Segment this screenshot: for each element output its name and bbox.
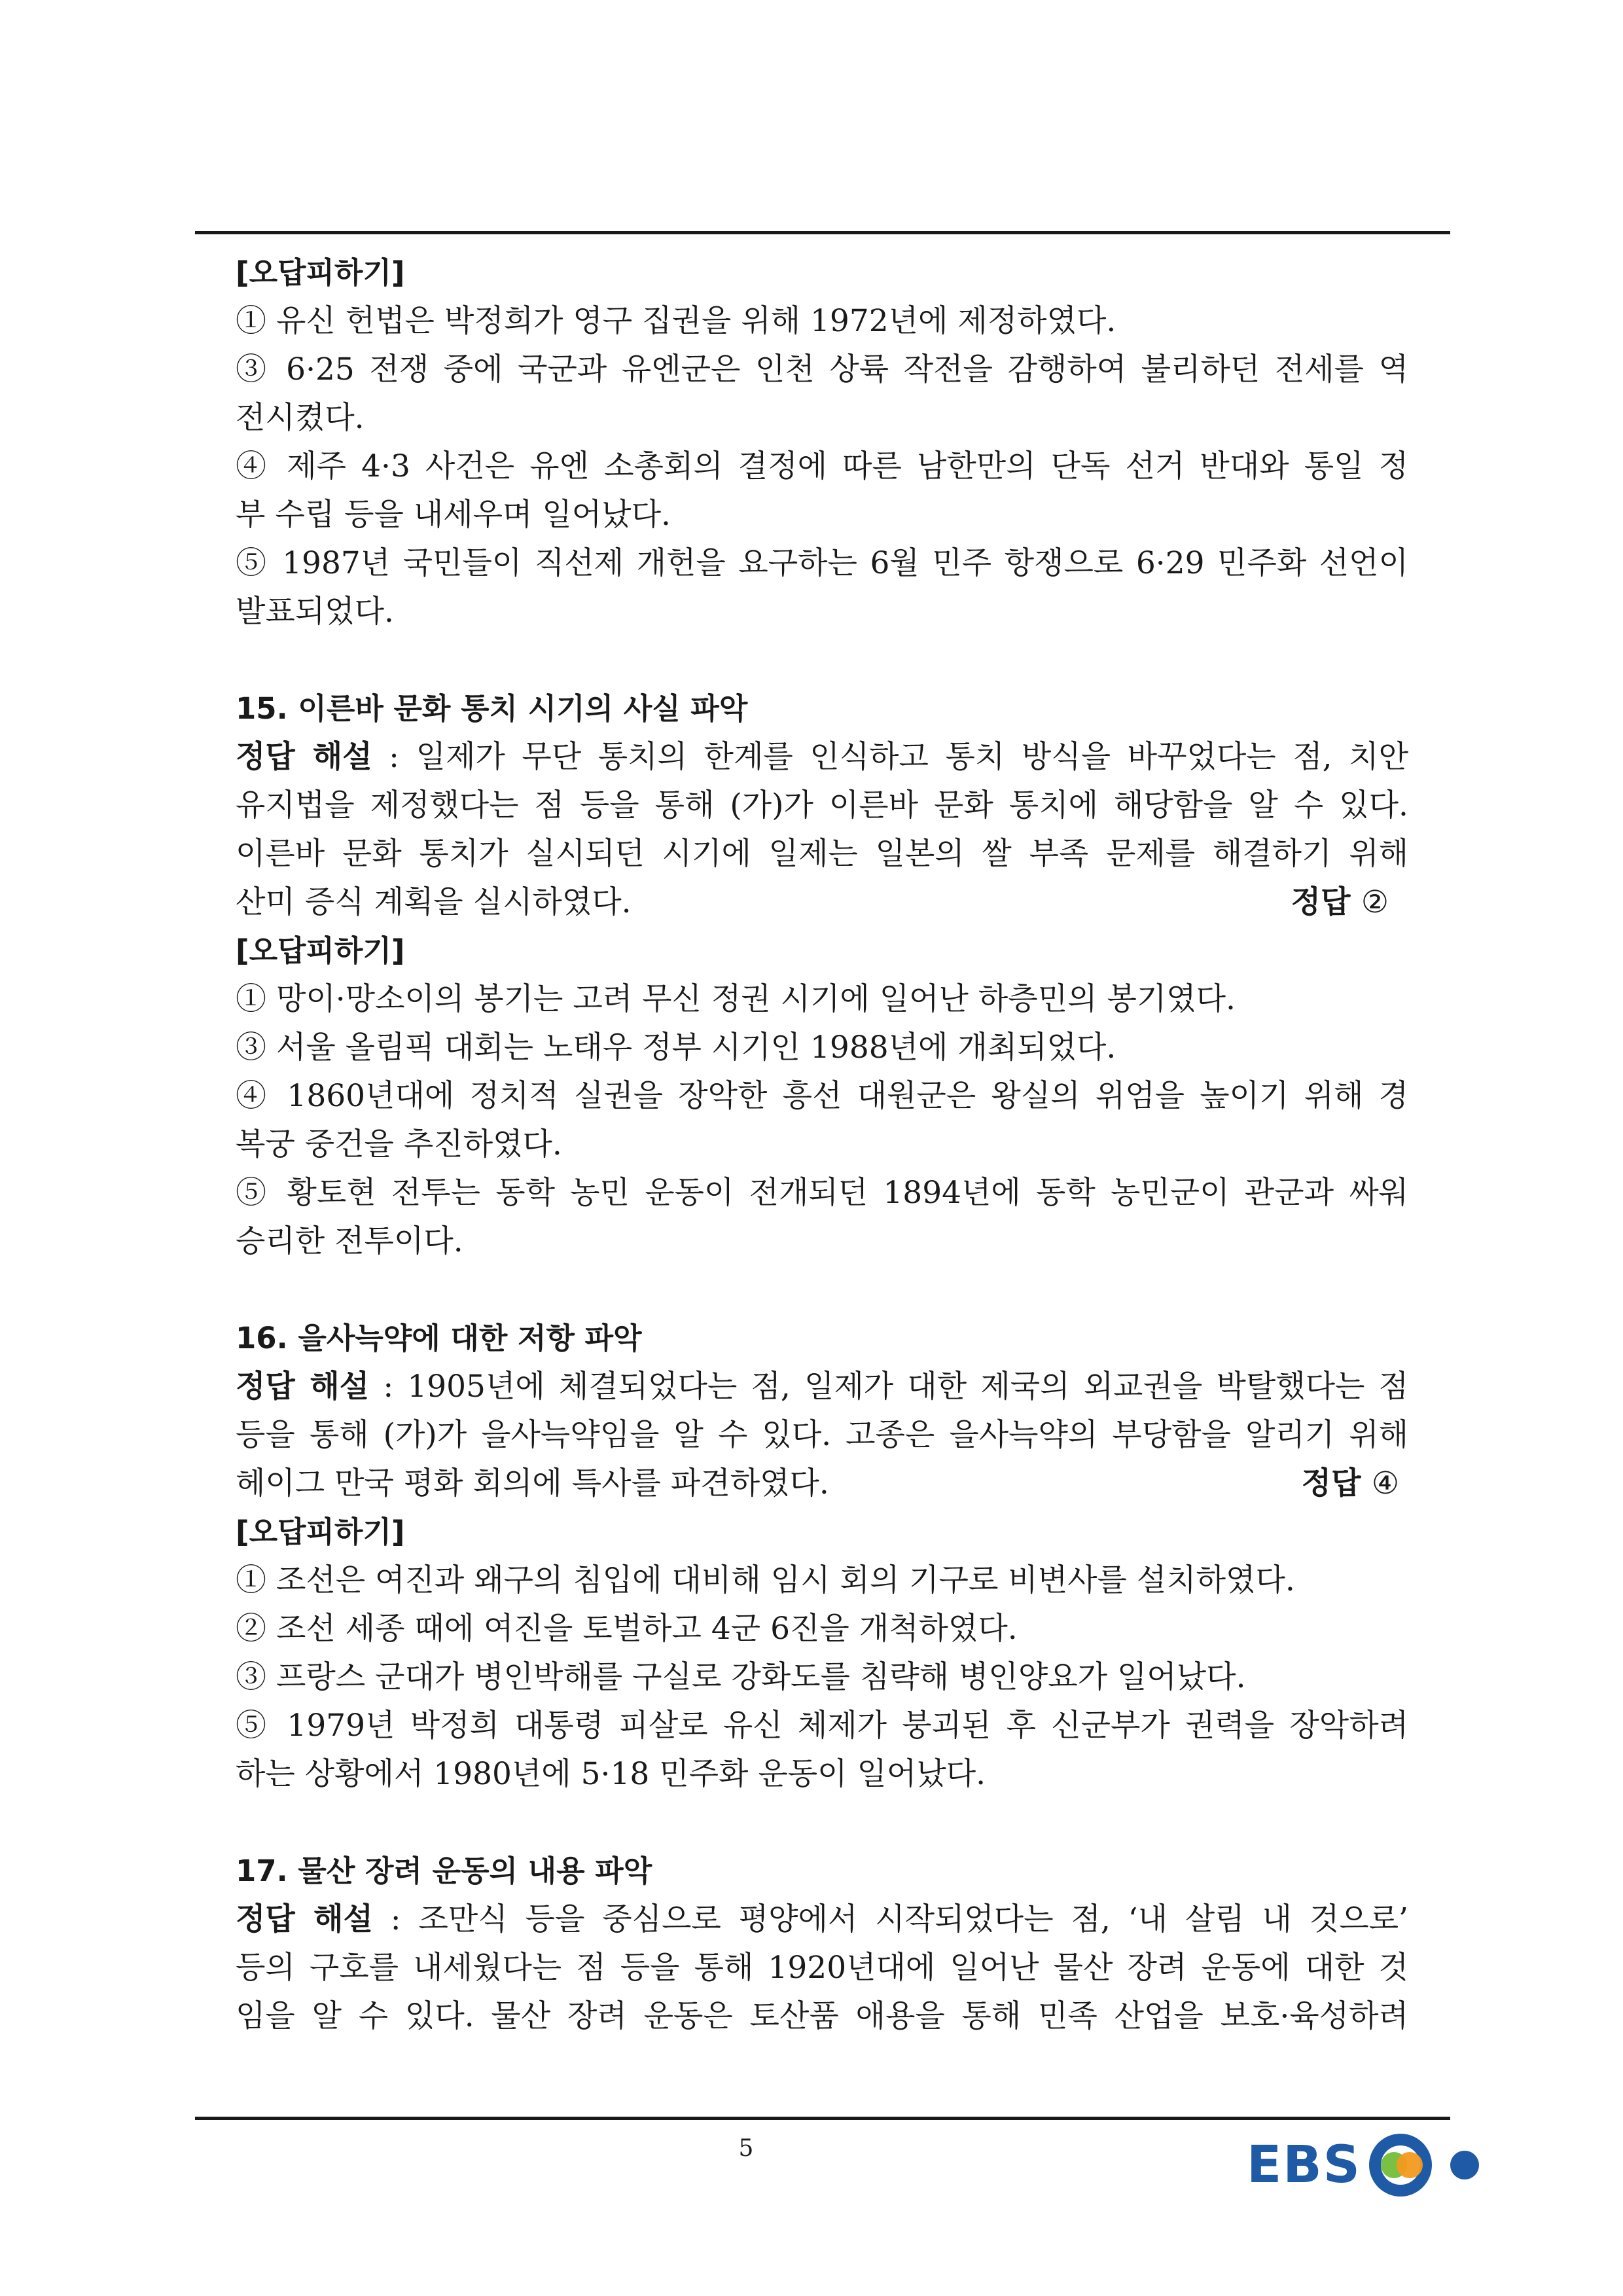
question-16-title: 16. 을사늑약에 대한 저항 파악: [236, 1321, 642, 1355]
correct-answer: [1302, 1460, 1399, 1508]
wrong-answer-item: ① 유신 헌법은 박정희가 영구 집권을 위해 1972년에 제정하였다.: [236, 303, 1116, 339]
wrong-answer-item-cont: 복궁 중건을 추진하였다.: [236, 1126, 562, 1162]
wrong-answer-item-cont: 부 수립 등을 내세우며 일어났다.: [236, 497, 671, 533]
footer-rule: [195, 2117, 1450, 2120]
answer-value: ②: [1361, 884, 1389, 920]
explanation-text: : 조만식 등을 중심으로 평양에서 시작되었다는 점, ‘내 살림 내 것으로’: [372, 1901, 1408, 1937]
wrong-answer-item: ③ 서울 올림픽 대회는 노태우 정부 시기인 1988년에 개최되었다.: [236, 1030, 1116, 1066]
explanation-label: 정답 해설: [236, 1369, 370, 1405]
wrong-answer-item: ③ 프랑스 군대가 병인박해를 구실로 강화도를 침략해 병인양요가 일어났다.: [236, 1659, 1246, 1695]
question-16-explanation-line: [236, 1363, 1408, 1411]
logo-orange-dot: [1397, 2152, 1423, 2178]
answer-label: 정답: [1291, 884, 1351, 920]
wrong-answer-item: ① 망이·망소이의 봉기는 고려 무신 정권 시기에 일어난 하층민의 봉기였다.: [236, 981, 1236, 1017]
wrong-answer-item-cont: 발표되었다.: [236, 594, 394, 630]
question-17-explanation-line: [236, 1895, 1408, 1944]
question-15-explanation-line: [236, 878, 1408, 927]
question-17-explanation-line: 등의 구호를 내세웠다는 점 등을 통해 1920년대에 일어난 물산 장려 운동에 대한 것: [236, 1950, 1408, 1986]
page-content: [236, 249, 1408, 2041]
question-16-explanation-line: 등을 통해 (가)가 을사늑약임을 알 수 있다. 고종은 을사늑약의 부당함을 알리기 위해: [236, 1417, 1408, 1453]
ebs-logo-mark-icon: [1366, 2129, 1491, 2201]
question-16-explanation-line: [236, 1460, 1408, 1508]
explanation-label: 정답 해설: [236, 739, 372, 775]
wrong-answer-item-cont: 전시켰다.: [236, 400, 365, 436]
question-15-explanation-line: 유지법을 제정했다는 점 등을 통해 (가)가 이른바 문화 통치에 해당함을 알 수 있다.: [236, 787, 1408, 823]
question-15-title: 15. 이른바 문화 통치 시기의 사실 파악: [236, 691, 748, 726]
question-15-explanation-line: [236, 733, 1408, 781]
question-15-explanation-line: 이른바 문화 통치가 실시되던 시기에 일제는 일본의 쌀 부족 문제를 해결하기 위해: [236, 836, 1408, 872]
wrong-answer-item: ② 조선 세종 때에 여진을 토벌하고 4군 6진을 개척하였다.: [236, 1611, 1018, 1647]
explanation-text: 헤이그 만국 평화 회의에 특사를 파견하였다.: [236, 1465, 829, 1501]
ebs-logo-text: EBS: [1247, 2136, 1361, 2195]
wrong-answers-heading: [오답피하기]: [236, 255, 405, 290]
question-17-title: 17. 물산 장려 운동의 내용 파악: [236, 1854, 652, 1888]
wrong-answer-item: ① 조선은 여진과 왜구의 침입에 대비해 임시 회의 기구로 비변사를 설치하였다.: [236, 1562, 1295, 1598]
wrong-answer-item-cont: 하는 상황에서 1980년에 5·18 민주화 운동이 일어났다.: [236, 1756, 986, 1792]
wrong-answers-heading: [오답피하기]: [236, 933, 405, 968]
wrong-answer-item: ④ 제주 4·3 사건은 유엔 소총회의 결정에 따른 남한만의 단독 선거 반대와 통일 정: [236, 448, 1408, 484]
page-number-text: 5: [738, 2135, 754, 2162]
correct-answer: [1291, 878, 1389, 927]
wrong-answers-heading: [오답피하기]: [236, 1515, 405, 1549]
explanation-text: 산미 증식 계획을 실시하였다.: [236, 884, 632, 920]
wrong-answer-item: ③ 6·25 전쟁 중에 국군과 유엔군은 인천 상륙 작전을 감행하여 불리하던 전세를 역: [236, 351, 1408, 387]
logo-blue-dot: [1450, 2151, 1479, 2179]
question-17-explanation-line: 임을 알 수 있다. 물산 장려 운동은 토산품 애용을 통해 민족 산업을 보호·육성하려: [236, 1998, 1408, 2034]
wrong-answer-item-cont: 승리한 전투이다.: [236, 1223, 463, 1259]
header-rule: [195, 231, 1450, 234]
explanation-text: : 1905년에 체결되었다는 점, 일제가 대한 제국의 외교권을 박탈했다는 점: [369, 1369, 1408, 1405]
wrong-answer-item: ⑤ 1979년 박정희 대통령 피살로 유신 체제가 붕괴된 후 신군부가 권력을 장악하려: [236, 1708, 1408, 1744]
explanation-text: : 일제가 무단 통치의 한계를 인식하고 통치 방식을 바꾸었다는 점, 치안: [372, 739, 1408, 775]
ebs-logo: [1247, 2126, 1491, 2204]
answer-label: 정답: [1301, 1465, 1361, 1501]
wrong-answer-item: ⑤ 황토현 전투는 동학 농민 운동이 전개되던 1894년에 동학 농민군이 관군과 싸워: [236, 1175, 1408, 1211]
wrong-answer-item: ⑤ 1987년 국민들이 직선제 개헌을 요구하는 6월 민주 항쟁으로 6·29 민주화 선언이: [236, 545, 1408, 581]
wrong-answer-item: ④ 1860년대에 정치적 실권을 장악한 흥선 대원군은 왕실의 위엄을 높이기 위해 경: [236, 1078, 1408, 1114]
answer-value: ④: [1371, 1465, 1399, 1501]
explanation-label: 정답 해설: [236, 1901, 373, 1937]
